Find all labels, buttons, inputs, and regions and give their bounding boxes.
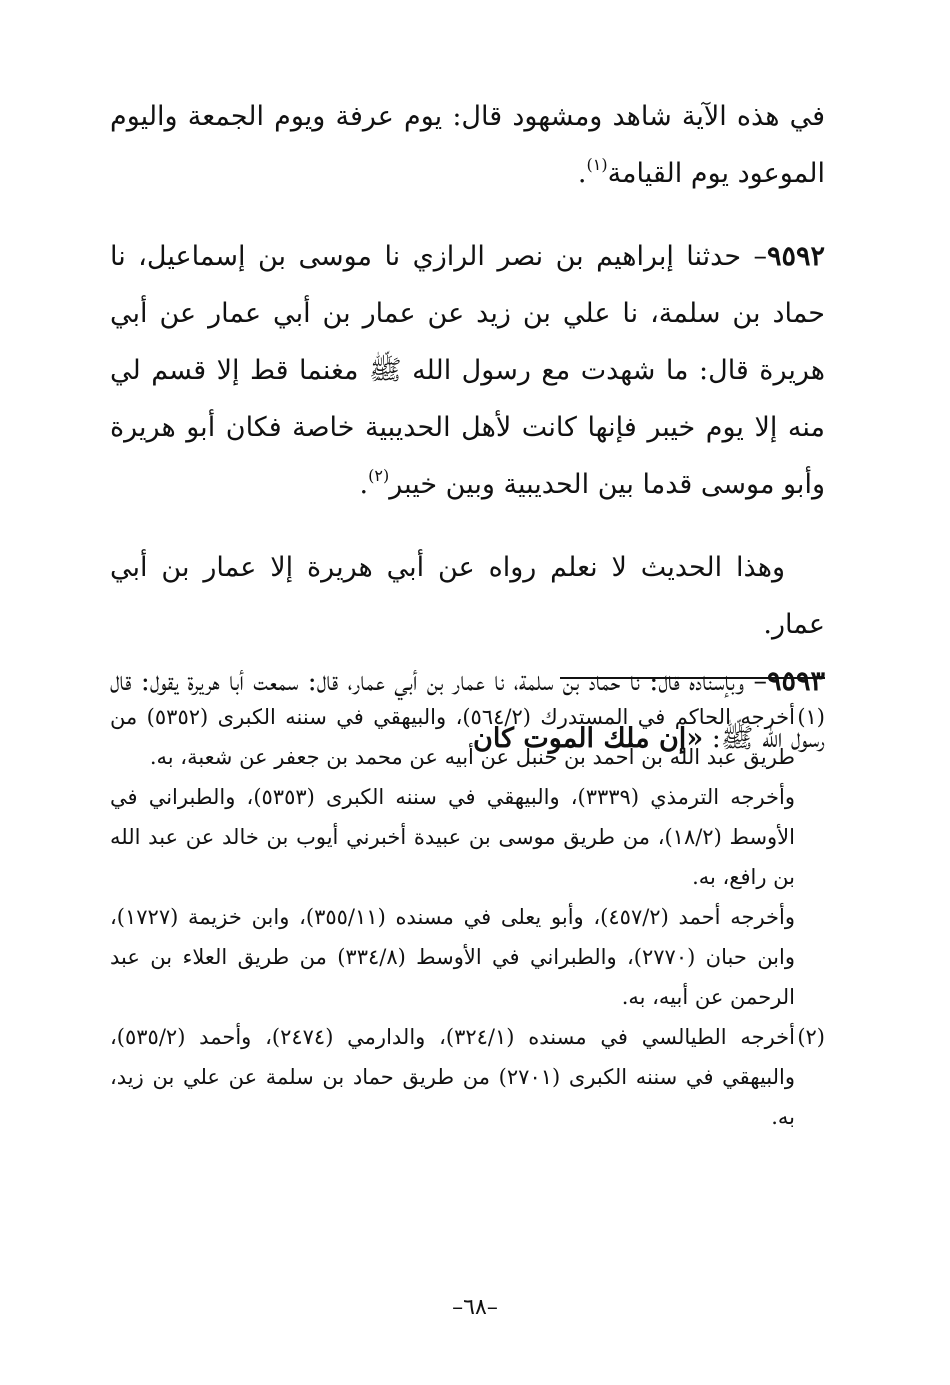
footnote-1-marker: (١) — [797, 705, 825, 729]
footnote-2 — [110, 1017, 825, 1137]
footnote-1-para-3: وأخرجه أحمد (٤٥٧/٢)، وأبو يعلى في مسنده (٣٥٥/١١)، وابن خزيمة (١٧٢٧)، وابن حبان (٢٧٧٠)، والطبراني في الأوسط (٣٣٤/٨) من طريق العلاء بن عبد الرحمن عن أبيه، به. — [110, 905, 796, 1009]
footnote-1 — [110, 697, 825, 777]
footnote-separator — [560, 677, 825, 679]
hadith-text-9592: – حدثنا إبراهيم بن نصر الرازي نا موسى بن إسماعيل، نا حماد بن سلمة، نا علي بن زيد عن عمار بن أبي عمار عن أبي هريرة قال: ما شهدت مع رسول الله ﷺ مغنما قط إلا قسم لي منه إلا يوم خيبر فإنها كانت لأهل الحديبية خاصة فكان أبو هريرة وأبو موسى قدما بين الحديبية وبين خيبر — [110, 241, 825, 500]
footnote-ref-1[interactable]: (١) — [586, 155, 608, 174]
page-number: –٦٨– — [452, 1295, 498, 1320]
hadith-number-9593: ٩٥٩٣ — [766, 666, 825, 697]
footnote-2-marker: (٢) — [797, 1025, 825, 1049]
hadith-text-9593: – وبإسناده قال: نا حماد بن سلمة، نا عمار بن أبي عمار، قال: سمعت أبا هريرة يقول: قال رسول الله ﷺ: — [110, 666, 825, 754]
footnote-1-para-1: أخرجه الحاكم في المستدرك (٥٦٤/٢)، والبيهقي في سننه الكبرى (٥٣٥٢) من طريق عبد الله بن أحمد بن حنبل عن أبيه عن محمد بن جعفر عن شعبة، به. — [110, 705, 796, 769]
main-text — [110, 88, 825, 767]
footnote-2-para-1: أخرجه الطيالسي في مسنده (٣٢٤/١)، والدارمي (٢٤٧٤)، وأحمد (٥٣٥/٢)، والبيهقي في سننه الكبرى (٢٧٠١) من طريق حماد بن سلمة عن علي بن زيد، به. — [110, 1025, 796, 1129]
hadith-9592-end: . — [359, 469, 369, 500]
paragraph-intro-text: في هذه الآية شاهد ومشهود قال: يوم عرفة ويوم الجمعة واليوم الموعود يوم القيامة — [110, 101, 825, 189]
paragraph-intro-end: . — [577, 158, 587, 189]
footnotes — [110, 697, 825, 1137]
editor-note: وهذا الحديث لا نعلم رواه عن أبي هريرة إلا عمار بن أبي عمار. — [110, 552, 825, 640]
footnote-ref-2[interactable]: (٢) — [368, 466, 390, 485]
hadith-number-9592: ٩٥٩٢ — [766, 241, 825, 272]
paragraph-intro — [110, 88, 825, 202]
footnote-1-para-2: وأخرجه الترمذي (٣٣٣٩)، والبيهقي في سننه الكبرى (٥٣٥٣)، والطبراني في الأوسط (١٨/٢)، من طريق موسى بن عبيدة أخبرني أيوب بن خالد عن عبد الله بن رافع، به. — [110, 785, 795, 889]
hadith-9592 — [110, 228, 825, 513]
hadith-text-9593-bold: «إن ملك الموت كان — [473, 723, 704, 754]
